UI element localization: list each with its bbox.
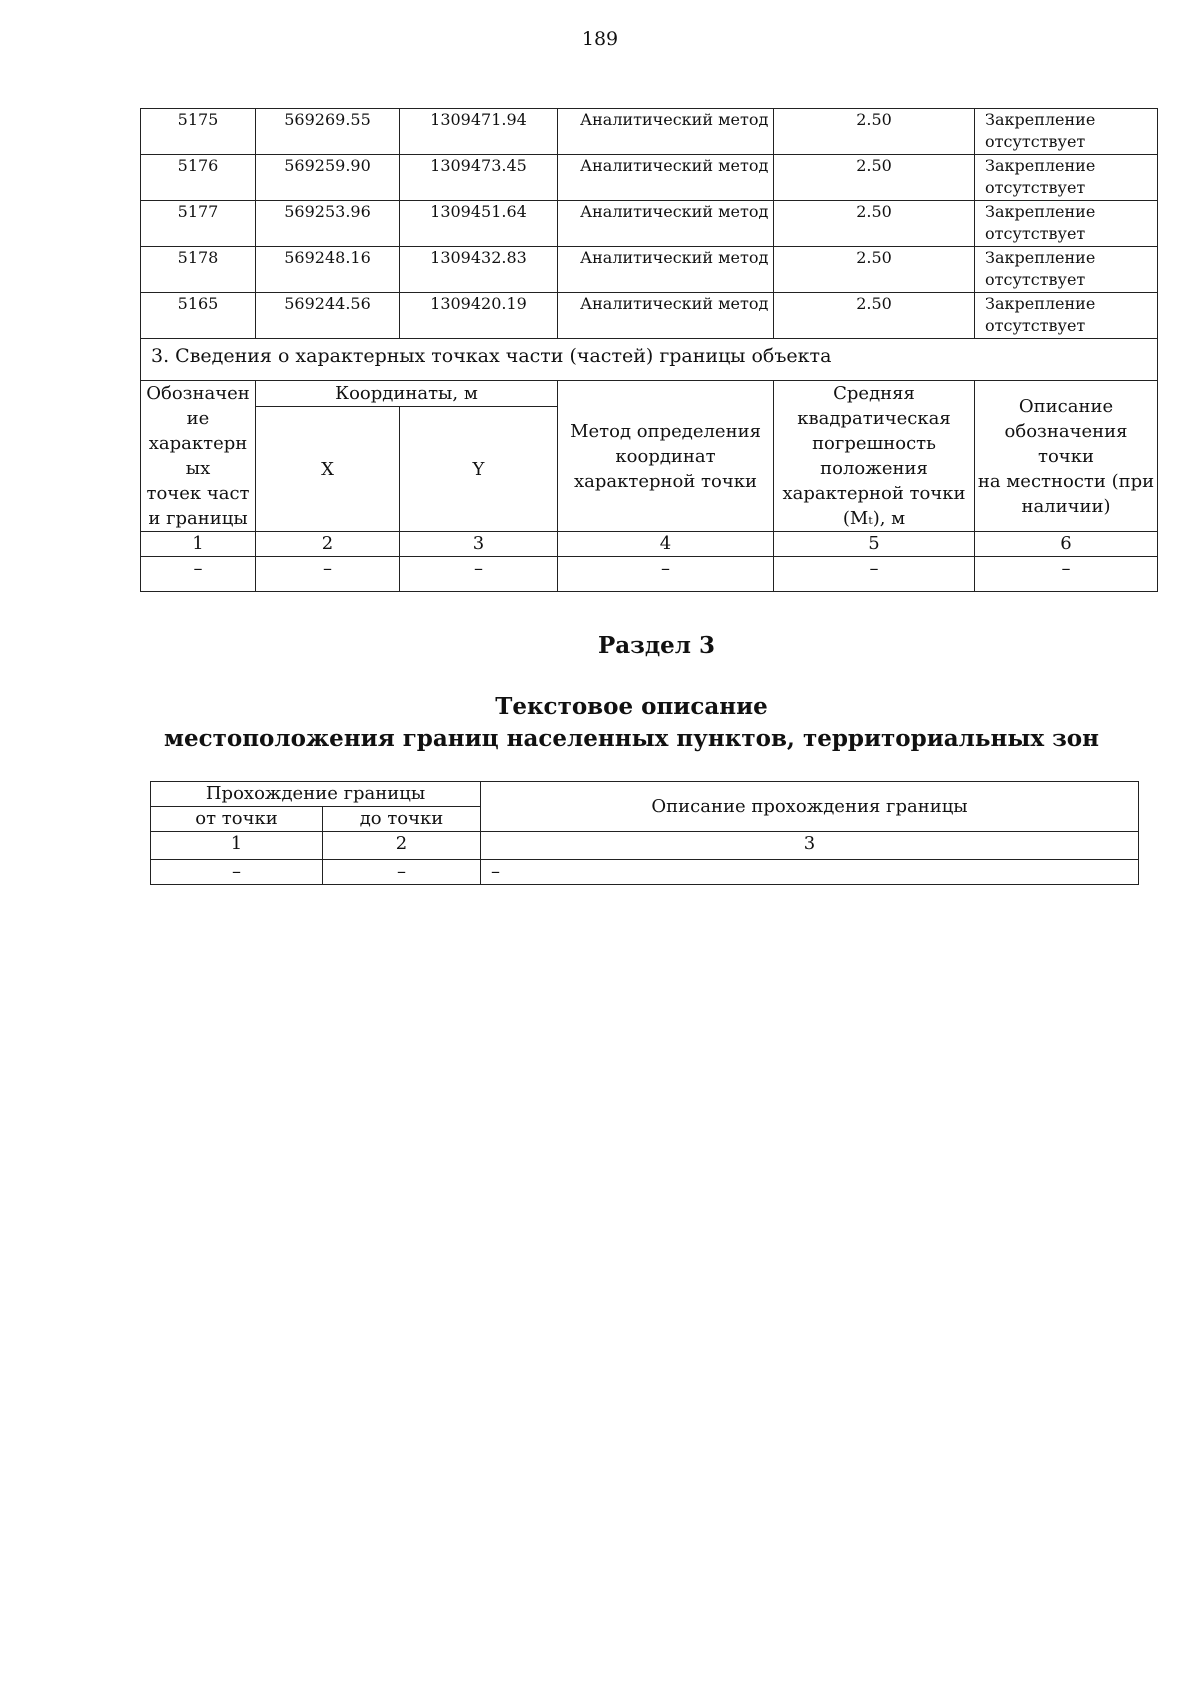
header-x: X [256, 407, 400, 532]
y-coordinate-cell: 1309471.94 [400, 109, 558, 155]
column-number: 5 [774, 532, 975, 557]
page-number: 189 [581, 28, 619, 50]
method-cell: Аналитический метод [558, 155, 774, 201]
x-coordinate-cell: 569253.96 [256, 201, 400, 247]
point-number-cell: 5175 [141, 109, 256, 155]
column-number: 2 [256, 532, 400, 557]
column-number: 1 [151, 832, 323, 860]
method-cell: Аналитический метод [558, 247, 774, 293]
method-cell: Аналитический метод [558, 201, 774, 247]
header-description: Описание обозначения точки на местности (при наличии) [975, 381, 1158, 532]
header-point-designation: Обозначен ие характерн ых точек част и границы [141, 381, 256, 532]
column-number: 2 [323, 832, 481, 860]
table-row [141, 109, 1158, 155]
x-coordinate-cell: 569269.55 [256, 109, 400, 155]
table-row [141, 293, 1158, 339]
empty-cell: – [558, 557, 774, 592]
table-row [141, 247, 1158, 293]
empty-cell: – [256, 557, 400, 592]
column-number-row [141, 532, 1158, 557]
point-number-cell: 5165 [141, 293, 256, 339]
header-y: Y [400, 407, 558, 532]
empty-cell: – [141, 557, 256, 592]
method-cell: Аналитический метод [558, 109, 774, 155]
description-cell: Закрепление отсутствует [975, 293, 1158, 339]
method-cell: Аналитический метод [558, 293, 774, 339]
header-method: Метод определения координат характерной точки [558, 381, 774, 532]
error-cell: 2.50 [774, 247, 975, 293]
section-heading: Раздел 3 [597, 632, 716, 659]
point-number-cell: 5176 [141, 155, 256, 201]
x-coordinate-cell: 569248.16 [256, 247, 400, 293]
table-row [141, 155, 1158, 201]
column-number: 1 [141, 532, 256, 557]
boundary-column-number-row [151, 832, 1139, 860]
error-cell: 2.50 [774, 109, 975, 155]
column-number: 4 [558, 532, 774, 557]
boundary-empty-row [151, 860, 1139, 885]
x-coordinate-cell: 569244.56 [256, 293, 400, 339]
y-coordinate-cell: 1309451.64 [400, 201, 558, 247]
section-title: 3. Сведения о характерных точках части (частей) границы объекта [141, 339, 1158, 381]
point-number-cell: 5177 [141, 201, 256, 247]
description-cell: Закрепление отсутствует [975, 155, 1158, 201]
header-to-point: до точки [323, 807, 481, 832]
point-number-cell: 5178 [141, 247, 256, 293]
coordinates-table [140, 108, 1158, 592]
column-number: 3 [400, 532, 558, 557]
empty-cell: – [323, 860, 481, 885]
empty-cell: – [400, 557, 558, 592]
error-cell: 2.50 [774, 155, 975, 201]
section-title-row [141, 339, 1158, 381]
description-cell: Закрепление отсутствует [975, 201, 1158, 247]
y-coordinate-cell: 1309432.83 [400, 247, 558, 293]
header-boundary-description: Описание прохождения границы [481, 782, 1139, 832]
header-row [141, 381, 1158, 407]
column-number: 3 [481, 832, 1139, 860]
empty-data-row [141, 557, 1158, 592]
header-error: Средняя квадратическая погрешность положения характерной точки (Mₜ), м [774, 381, 975, 532]
error-cell: 2.50 [774, 293, 975, 339]
y-coordinate-cell: 1309420.19 [400, 293, 558, 339]
header-coordinates: Координаты, м [256, 381, 558, 407]
column-number: 6 [975, 532, 1158, 557]
empty-cell: – [481, 860, 1139, 885]
header-from-point: от точки [151, 807, 323, 832]
y-coordinate-cell: 1309473.45 [400, 155, 558, 201]
table-row [141, 201, 1158, 247]
header-boundary-passage: Прохождение границы [151, 782, 481, 807]
empty-cell: – [975, 557, 1158, 592]
description-cell: Закрепление отсутствует [975, 247, 1158, 293]
x-coordinate-cell: 569259.90 [256, 155, 400, 201]
description-cell: Закрепление отсутствует [975, 109, 1158, 155]
boundary-header-row [151, 782, 1139, 807]
document-heading-line-2: местоположения границ населенных пунктов, территориальных зон [164, 725, 1099, 752]
document-heading-line-1: Текстовое описание [495, 693, 768, 720]
empty-cell: – [774, 557, 975, 592]
error-cell: 2.50 [774, 201, 975, 247]
boundary-description-table [150, 781, 1139, 885]
empty-cell: – [151, 860, 323, 885]
